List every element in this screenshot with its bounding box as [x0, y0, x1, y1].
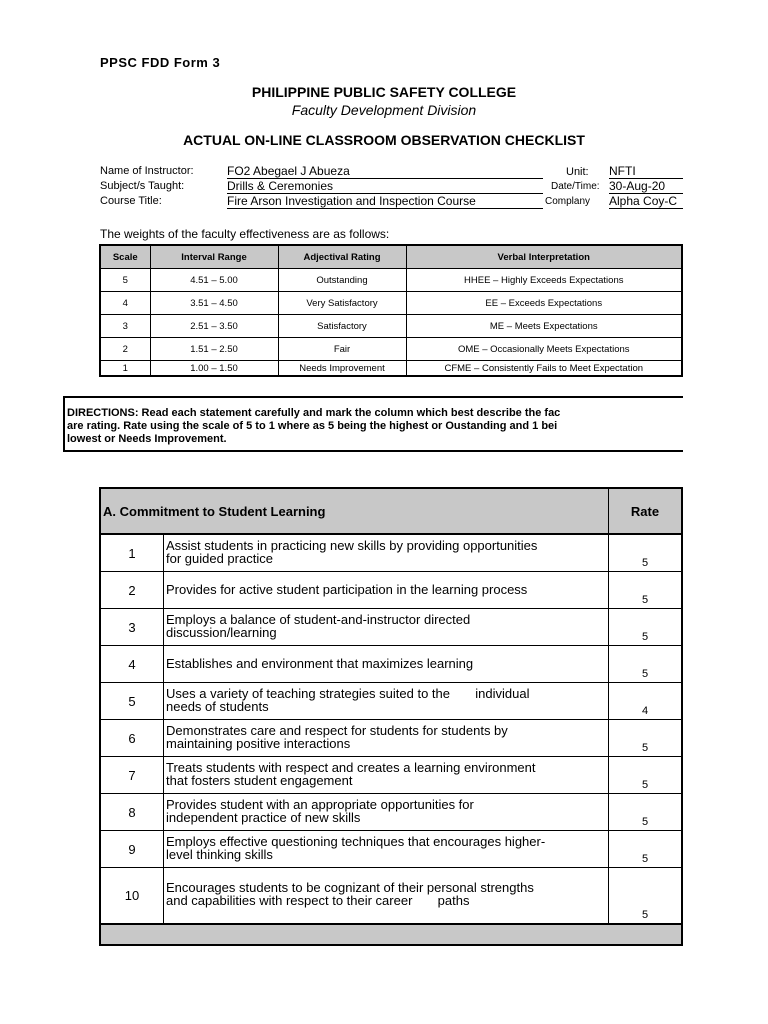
item-rate[interactable]: 5 [641, 557, 649, 569]
item-number: 3 [101, 609, 164, 645]
form-id: PPSC FDD Form 3 [100, 55, 221, 70]
table-row [100, 292, 682, 315]
interval-cell: 2.51 – 3.50 [150, 315, 278, 338]
adjectival-cell: Very Satisfactory [278, 292, 406, 315]
interval-cell: 1.51 – 2.50 [150, 338, 278, 361]
directions-line-3: lowest or Needs Improvement. [67, 433, 227, 445]
interval-cell: 4.51 – 5.00 [150, 269, 278, 292]
list-item [101, 646, 681, 683]
verbal-cell: EE – Exceeds Expectations [406, 292, 682, 315]
subject-label: Subject/s Taught: [100, 180, 185, 192]
adjectival-cell: Needs Improvement [278, 361, 406, 377]
item-number: 7 [101, 757, 164, 793]
rate-header: Rate [630, 503, 660, 519]
item-number: 8 [101, 794, 164, 830]
item-rate[interactable]: 5 [641, 779, 649, 791]
item-statement: Employs effective questioning techniques that encourages higher- level thinking skills [164, 831, 609, 867]
list-item [101, 535, 681, 572]
item-statement: Employs a balance of student-and-instructor directed discussion/learning [164, 609, 609, 645]
scale-cell: 1 [100, 361, 150, 377]
verbal-cell: ME – Meets Expectations [406, 315, 682, 338]
item-number: 4 [101, 646, 164, 682]
list-item [101, 757, 681, 794]
scale-header: Scale [100, 245, 150, 269]
item-rate[interactable]: 4 [641, 705, 649, 717]
item-statement: Demonstrates care and respect for students for students by maintaining positive interactions [164, 720, 609, 756]
subject-value: Drills & Ceremonies [227, 179, 543, 194]
list-item [101, 572, 681, 609]
company-label: Complany [545, 196, 591, 207]
item-number: 9 [101, 831, 164, 867]
item-number: 5 [101, 683, 164, 719]
list-item [101, 831, 681, 868]
unit-label: Unit: [566, 166, 589, 178]
item-statement: Treats students with respect and creates a learning environment that fosters student engagement [164, 757, 609, 793]
item-rate[interactable]: 5 [641, 631, 649, 643]
scale-cell: 2 [100, 338, 150, 361]
item-number: 1 [101, 535, 164, 571]
item-rate[interactable]: 5 [641, 668, 649, 680]
item-rate[interactable]: 5 [641, 742, 649, 754]
course-label: Course Title: [100, 195, 162, 207]
item-number: 10 [101, 868, 164, 923]
list-item [101, 794, 681, 831]
scale-table [99, 244, 683, 377]
interval-cell: 1.00 – 1.50 [150, 361, 278, 377]
directions-line-1: DIRECTIONS: Read each statement carefully and mark the column which best describe the fac [67, 407, 561, 419]
verbal-cell: CFME – Consistently Fails to Meet Expectation [406, 361, 682, 377]
list-item [101, 683, 681, 720]
item-number: 6 [101, 720, 164, 756]
item-rate[interactable]: 5 [641, 853, 649, 865]
item-statement: Encourages students to be cognizant of their personal strengths and capabilities with respect to their career paths [164, 868, 609, 923]
scale-cell: 4 [100, 292, 150, 315]
date-value: 30-Aug-20 [609, 179, 683, 194]
item-statement: Assist students in practicing new skills by providing opportunities for guided practice [164, 535, 609, 571]
item-statement: Provides for active student participation in the learning process [164, 572, 609, 608]
item-rate[interactable]: 5 [641, 909, 649, 921]
item-statement: Establishes and environment that maximizes learning [164, 646, 609, 682]
weights-intro: The weights of the faculty effectiveness are as follows: [100, 227, 390, 241]
list-item [101, 609, 681, 646]
table-row [100, 315, 682, 338]
section-title: A. Commitment to Student Learning [101, 489, 609, 533]
unit-value: NFTI [609, 164, 683, 179]
page-title: ACTUAL ON-LINE CLASSROOM OBSERVATION CHECKLIST [183, 132, 585, 148]
interval-header: Interval Range [150, 245, 278, 269]
table-row [100, 338, 682, 361]
date-label: Date/Time: [551, 181, 600, 192]
adjectival-cell: Fair [278, 338, 406, 361]
item-number: 2 [101, 572, 164, 608]
division-name: Faculty Development Division [291, 102, 477, 118]
interval-cell: 3.51 – 4.50 [150, 292, 278, 315]
adjectival-header: Adjectival Rating [278, 245, 406, 269]
instructor-value: FO2 Abegael J Abueza [227, 164, 543, 179]
scale-cell: 3 [100, 315, 150, 338]
commitment-section [99, 487, 683, 946]
list-item [101, 720, 681, 757]
college-name: PHILIPPINE PUBLIC SAFETY COLLEGE [251, 84, 517, 100]
directions-line-2: are rating. Rate using the scale of 5 to 1 where as 5 being the highest or Oustanding and 1 bei [67, 420, 558, 432]
directions-box [63, 396, 683, 452]
scale-cell: 5 [100, 269, 150, 292]
item-statement: Uses a variety of teaching strategies suited to the individual needs of students [164, 683, 609, 719]
item-statement: Provides student with an appropriate opportunities for independent practice of new skills [164, 794, 609, 830]
table-row [100, 361, 682, 377]
verbal-cell: HHEE – Highly Exceeds Expectations [406, 269, 682, 292]
verbal-header: Verbal Interpretation [406, 245, 682, 269]
item-rate[interactable]: 5 [641, 816, 649, 828]
section-header [99, 487, 683, 535]
table-row [100, 269, 682, 292]
instructor-label: Name of Instructor: [100, 165, 194, 177]
statement-list [99, 535, 683, 924]
company-value: Alpha Coy-C [609, 194, 683, 209]
item-rate[interactable]: 5 [641, 594, 649, 606]
course-value: Fire Arson Investigation and Inspection Course [227, 194, 543, 209]
adjectival-cell: Satisfactory [278, 315, 406, 338]
adjectival-cell: Outstanding [278, 269, 406, 292]
verbal-cell: OME – Occasionally Meets Expectations [406, 338, 682, 361]
list-item [101, 868, 681, 924]
section-footer-bar [99, 924, 683, 946]
